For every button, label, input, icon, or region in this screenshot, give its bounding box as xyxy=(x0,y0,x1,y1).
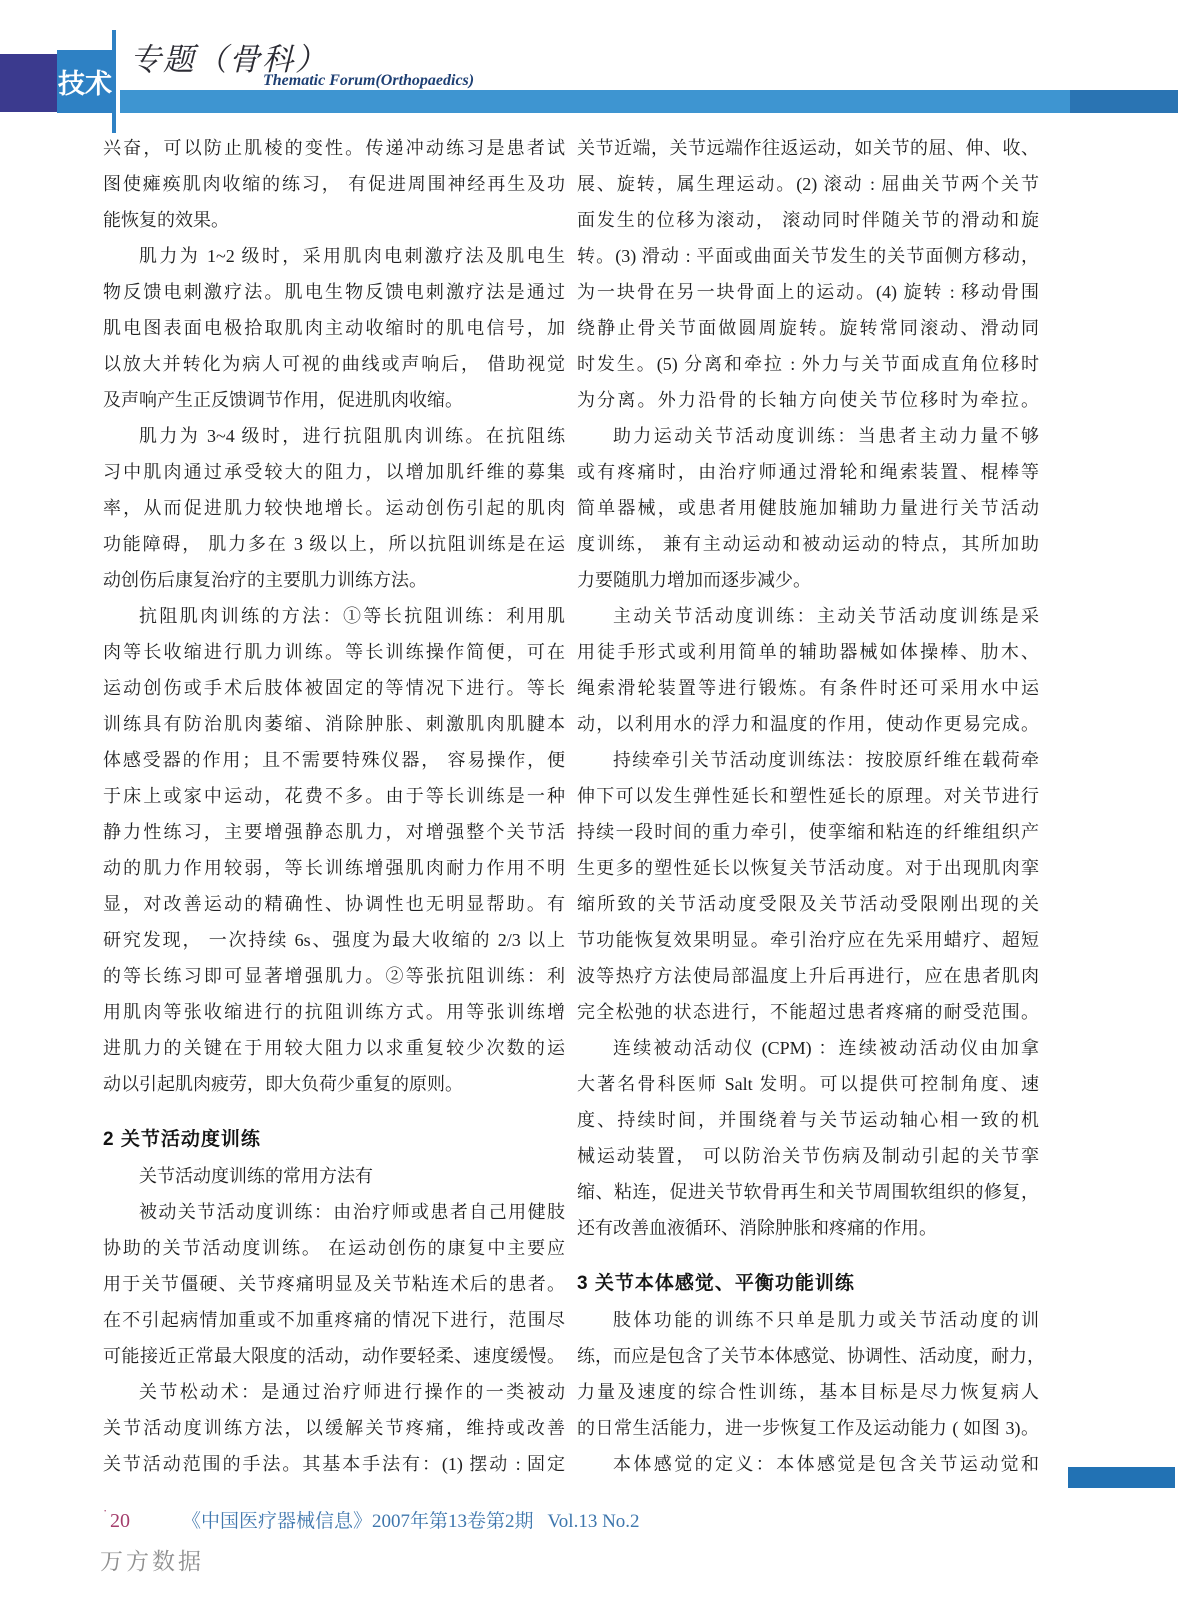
text-line: 被动关节活动度训练：由治疗师或患者自己用健肢 xyxy=(139,1202,565,1222)
text-line: 兴奋，可以防止肌棱的变性。传递冲动练习是患者试 xyxy=(103,138,565,158)
text-line: 主动关节活动度训练：主动关节活动度训练是采 xyxy=(613,606,1039,626)
text-line: 或有疼痛时，由治疗师通过滑轮和绳索装置、棍棒等 xyxy=(577,462,1039,482)
text-line: 助力运动关节活动度训练：当患者主动力量不够 xyxy=(613,426,1039,446)
page-title: 专题（骨科） xyxy=(130,42,328,77)
text-line: 的等长练习即可显著增强肌力。②等张抗阻训练：利 xyxy=(103,966,565,986)
text-line: 为分离。外力沿骨的长轴方向使关节位移时为牵拉。 xyxy=(577,390,1039,410)
watermark: 万方数据 xyxy=(100,1549,204,1574)
text-line: 肌力为 1~2 级时，采用肌肉电刺激疗法及肌电生 xyxy=(139,246,565,266)
text-line: 械运动装置， 可以防治关节伤病及制动引起的关节挛 xyxy=(577,1146,1039,1166)
text-line: 动的肌力作用较弱，等长训练增强肌肉耐力作用不明 xyxy=(103,858,565,878)
category-tag xyxy=(57,50,113,113)
text-line: 绳索滑轮装置等进行锻炼。有条件时还可采用水中运 xyxy=(577,678,1039,698)
text-line: 用于关节僵硬、关节疼痛明显及关节粘连术后的患者。 xyxy=(103,1274,565,1294)
text-line: 于床上或家中运动，花费不多。由于等长训练是一种 xyxy=(103,786,565,806)
text-line: 抗阻肌肉训练的方法：①等长抗阻训练：利用肌 xyxy=(139,606,565,626)
text-line: 绕静止骨关节面做圆周旋转。旋转常同滚动、滑动同 xyxy=(577,318,1039,338)
text-line: 能恢复的效果。 xyxy=(103,210,229,230)
text-line: 缩所致的关节活动度受限及关节活动受限刚出现的关 xyxy=(577,894,1039,914)
text-line: 用肌肉等张收缩进行的抗阻训练方式。用等张训练增 xyxy=(103,1002,565,1022)
text-line: 展、旋转，属生理运动。(2) 滚动 : 屈曲关节两个关节 xyxy=(577,174,1039,194)
text-line: 转。(3) 滑动 : 平面或曲面关节发生的关节面侧方移动， xyxy=(577,246,1039,266)
text-line: 进肌力的关键在于用较大阻力以求重复较少次数的运 xyxy=(103,1038,565,1058)
section-heading: 2 关节活动度训练 xyxy=(103,1129,261,1150)
text-line: 动创伤后康复治疗的主要肌力训练方法。 xyxy=(103,570,427,590)
text-line: 关节活动度训练方法，以缓解关节疼痛，维持或改善 xyxy=(103,1418,565,1438)
right-column xyxy=(577,130,1045,1482)
text-line: 物反馈电刺激疗法。肌电生物反馈电刺激疗法是通过 xyxy=(103,282,565,302)
text-line: 力要随肌力增加而逐步减少。 xyxy=(577,570,811,590)
text-line: 显，对改善运动的精确性、协调性也无明显帮助。有 xyxy=(103,894,565,914)
text-line: 肢体功能的训练不只单是肌力或关节活动度的训 xyxy=(613,1310,1039,1330)
text-line: 缩、粘连，促进关节软骨再生和关节周围软组织的修复， xyxy=(577,1182,1039,1202)
text-line: 完全松弛的状态进行，不能超过患者疼痛的耐受范围。 xyxy=(577,1002,1039,1022)
text-line: 率，从而促进肌力较快地增长。运动创伤引起的肌肉 xyxy=(103,498,565,518)
text-line: 可能接近正常最大限度的活动，动作要轻柔、速度缓慢。 xyxy=(103,1346,565,1366)
text-line: 力量及速度的综合性训练，基本目标是尽力恢复病人 xyxy=(577,1382,1039,1402)
text-line: 研究发现， 一次持续 6s、强度为最大收缩的 2/3 以上 xyxy=(103,930,565,950)
left-column xyxy=(103,130,565,1482)
text-line: 静力性练习，主要增强静态肌力，对增强整个关节活 xyxy=(103,822,565,842)
text-line: 简单器械，或患者用健肢施加辅助力量进行关节活动 xyxy=(577,498,1039,518)
text-line: 习中肌肉通过承受较大的阻力，以增加肌纤维的募集 xyxy=(103,462,565,482)
text-line: 节功能恢复效果明显。牵引治疗应在先采用蜡疗、超短 xyxy=(577,930,1039,950)
volume-info: Vol.13 No.2 xyxy=(547,1511,640,1532)
page-number xyxy=(103,1503,130,1533)
text-line: 关节近端，关节远端作往返运动，如关节的屈、伸、收、 xyxy=(577,138,1039,158)
text-line: 持续牵引关节活动度训练法：按胶原纤维在载荷牵 xyxy=(613,750,1039,770)
journal-info: 《中国医疗器械信息》2007年第13卷第2期 xyxy=(182,1511,534,1532)
text-line: 持续一段时间的重力牵引，使挛缩和粘连的纤维组织产 xyxy=(577,822,1039,842)
text-line: 体感受器的作用；且不需要特殊仪器， 容易操作，便 xyxy=(103,750,565,770)
text-line: 生更多的塑性延长以恢复关节活动度。对于出现肌肉挛 xyxy=(577,858,1039,878)
text-line: 肌力为 3~4 级时，进行抗阻肌肉训练。在抗阻练 xyxy=(139,426,565,446)
text-line: 训练具有防治肌肉萎缩、消除肿胀、刺激肌肉肌腱本 xyxy=(103,714,565,734)
text-line: 时发生。(5) 分离和牵拉 : 外力与关节面成直角位移时 xyxy=(577,354,1039,374)
text-line: 肌电图表面电极拾取肌肉主动收缩时的肌电信号，加 xyxy=(103,318,565,338)
text-line: 度、持续时间，并围绕着与关节运动轴心相一致的机 xyxy=(577,1110,1039,1130)
footer xyxy=(103,1503,640,1533)
header-bar-light xyxy=(120,90,1070,113)
text-line: 及声响产生正反馈调节作用，促进肌肉收缩。 xyxy=(103,390,463,410)
text-line: 在不引起病情加重或不加重疼痛的情况下进行，范围尽 xyxy=(103,1310,565,1330)
indigo-accent-block xyxy=(0,54,57,112)
text-line: 动，以利用水的浮力和温度的作用，使动作更易完成。 xyxy=(577,714,1039,734)
text-line: 连续被动活动仪 (CPM) ：连续被动活动仪由加拿 xyxy=(613,1038,1039,1058)
page-number-mark: · xyxy=(103,1503,108,1518)
text-line: 伸下可以发生弹性延长和塑性延长的原理。对关节进行 xyxy=(577,786,1039,806)
text-line: 用徒手形式或利用简单的辅助器械如体操棒、肋木、 xyxy=(577,642,1039,662)
header-vertical-divider xyxy=(112,30,116,133)
text-line: 为一块骨在另一块骨面上的运动。(4) 旋转 : 移动骨围 xyxy=(577,282,1039,302)
header-bar-dark xyxy=(1070,90,1178,113)
text-line: 关节活动范围的手法。其基本手法有：(1) 摆动 : 固定 xyxy=(103,1454,565,1474)
text-line: 以放大并转化为病人可视的曲线或声响后， 借助视觉 xyxy=(103,354,565,374)
text-line: 的日常生活能力，进一步恢复工作及运动能力 ( 如图 3)。 xyxy=(577,1418,1039,1438)
bottom-right-accent-bar xyxy=(1068,1467,1175,1488)
text-line: 关节活动度训练的常用方法有 xyxy=(139,1166,373,1186)
text-line: 大著名骨科医师 Salt 发明。可以提供可控制角度、速 xyxy=(577,1074,1039,1094)
text-line: 动以引起肌肉疲劳，即大负荷少重复的原则。 xyxy=(103,1074,463,1094)
text-line: 关节松动术：是通过治疗师进行操作的一类被动 xyxy=(139,1382,565,1402)
text-line: 图使瘫痪肌肉收缩的练习， 有促进周围神经再生及功 xyxy=(103,174,565,194)
category-tag-label: 技术 xyxy=(58,69,112,99)
page-number-value: 20 xyxy=(110,1510,130,1532)
text-line: 运动创伤或手术后肢体被固定的等情况下进行。等长 xyxy=(103,678,565,698)
text-line: 还有改善血液循环、消除肿胀和疼痛的作用。 xyxy=(577,1218,937,1238)
text-line: 功能障碍， 肌力多在 3 级以上，所以抗阻训练是在运 xyxy=(103,534,565,554)
text-line: 波等热疗方法使局部温度上升后再进行，应在患者肌肉 xyxy=(577,966,1039,986)
text-line: 度训练， 兼有主动运动和被动运动的特点，其所加助 xyxy=(577,534,1039,554)
section-heading: 3 关节本体感觉、平衡功能训练 xyxy=(577,1273,855,1294)
page-subtitle: Thematic Forum(Orthopaedics) xyxy=(263,72,475,89)
text-line: 本体感觉的定义：本体感觉是包含关节运动觉和 xyxy=(613,1454,1039,1474)
text-line: 肉等长收缩进行肌力训练。等长训练操作简便，可在 xyxy=(103,642,565,662)
text-line: 练，而应是包含了关节本体感觉、协调性、活动度，耐力， xyxy=(577,1346,1045,1366)
text-line: 协助的关节活动度训练。 在运动创伤的康复中主要应 xyxy=(103,1238,565,1258)
text-line: 面发生的位移为滚动， 滚动同时伴随关节的滑动和旋 xyxy=(577,210,1039,230)
